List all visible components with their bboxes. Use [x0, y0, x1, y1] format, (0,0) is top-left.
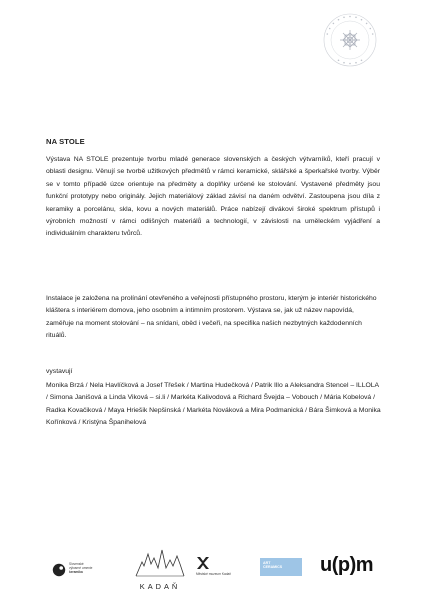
- svu-logo-line-3: keramika: [69, 569, 83, 574]
- page-title: NA STOLE: [46, 137, 85, 146]
- museum-mark-icon: [196, 556, 210, 570]
- intro-paragraph: Výstava NA STOLE prezentuje tvorbu mladé generace slovenských a českých výtvarníků, kteří pracují v oblasti designu. Věnují se tvorbě užitkových předmětů v rámci keramické, sklářské a šperkařské tvorby. Výběr se v tomto případě úzce orientuje na předměty a doplňky určené ke stolování. Vystavené předměty jsou funkční prototypy nebo originály. Jejich materiálový základ závisí na daném odvětví. Zastoupena jsou díla z keramiky a porcelánu, skla, kovu a nových materiálů. Práce nabízejí divákovi široké spektrum přístupů i výrobních možností v rámci odlišných materiálů a technologií, v závislosti na uměleckém vyjádření a individuálním charakteru tvůrců.: [46, 156, 380, 238]
- svu-logo-line-1: Slovenské: [69, 562, 84, 566]
- art-ceramics-line-1: ART: [263, 561, 271, 565]
- art-ceramics-line-2: CERAMICS: [263, 565, 283, 570]
- art-ceramics-logo: [260, 558, 302, 576]
- svu-logo-line-2: výtvarné umenie: [69, 565, 93, 570]
- exhibitors-list: Monika Brzá / Nela Havlíčková a Josef Třešek / Martina Hudečková / Patrik Illo a Aleksandra Stencel – ILLOLA / Simona Janišová a Linda Viková – si.li / Markéta Kalivodová a Richard Švejda – Vobouch / Mária Kobelová / Radka Kovačiková / Maya Hriešik Nepšinská / Markéta Nováková a Mira Podmanická / Bára Šimková a Monika Kořínková / Kristýna Španihelová: [46, 382, 381, 427]
- kadan-skyline-icon: [134, 544, 186, 578]
- svu-keramika-logo: [52, 560, 114, 584]
- mestske-muzeum-logo: [196, 556, 254, 584]
- exhibitors-label: vystavují: [46, 368, 73, 375]
- partner-logos-footer: [0, 540, 424, 590]
- upm-logo: u(p)m: [320, 554, 374, 576]
- kadan-logo: [134, 544, 186, 591]
- installation-paragraph: Instalace je založena na prolínání otevřeného a veřejnosti přístupného prostoru, kterým je interiér historického kláštera s interiérem domova, jeho osobním a intimním prostorem. Výstava se, jak už název napovídá, zaměřuje na moment stolování – na snídani, oběd i večeři, na specifika našich nezbytných každodenních rituálů.: [46, 295, 377, 340]
- museum-logo-text: Městské muzeum Kadaň: [196, 572, 232, 576]
- institution-seal-icon: [322, 12, 378, 68]
- svu-mark-icon: [52, 563, 66, 577]
- kadan-logo-text: KADAŇ: [139, 582, 181, 591]
